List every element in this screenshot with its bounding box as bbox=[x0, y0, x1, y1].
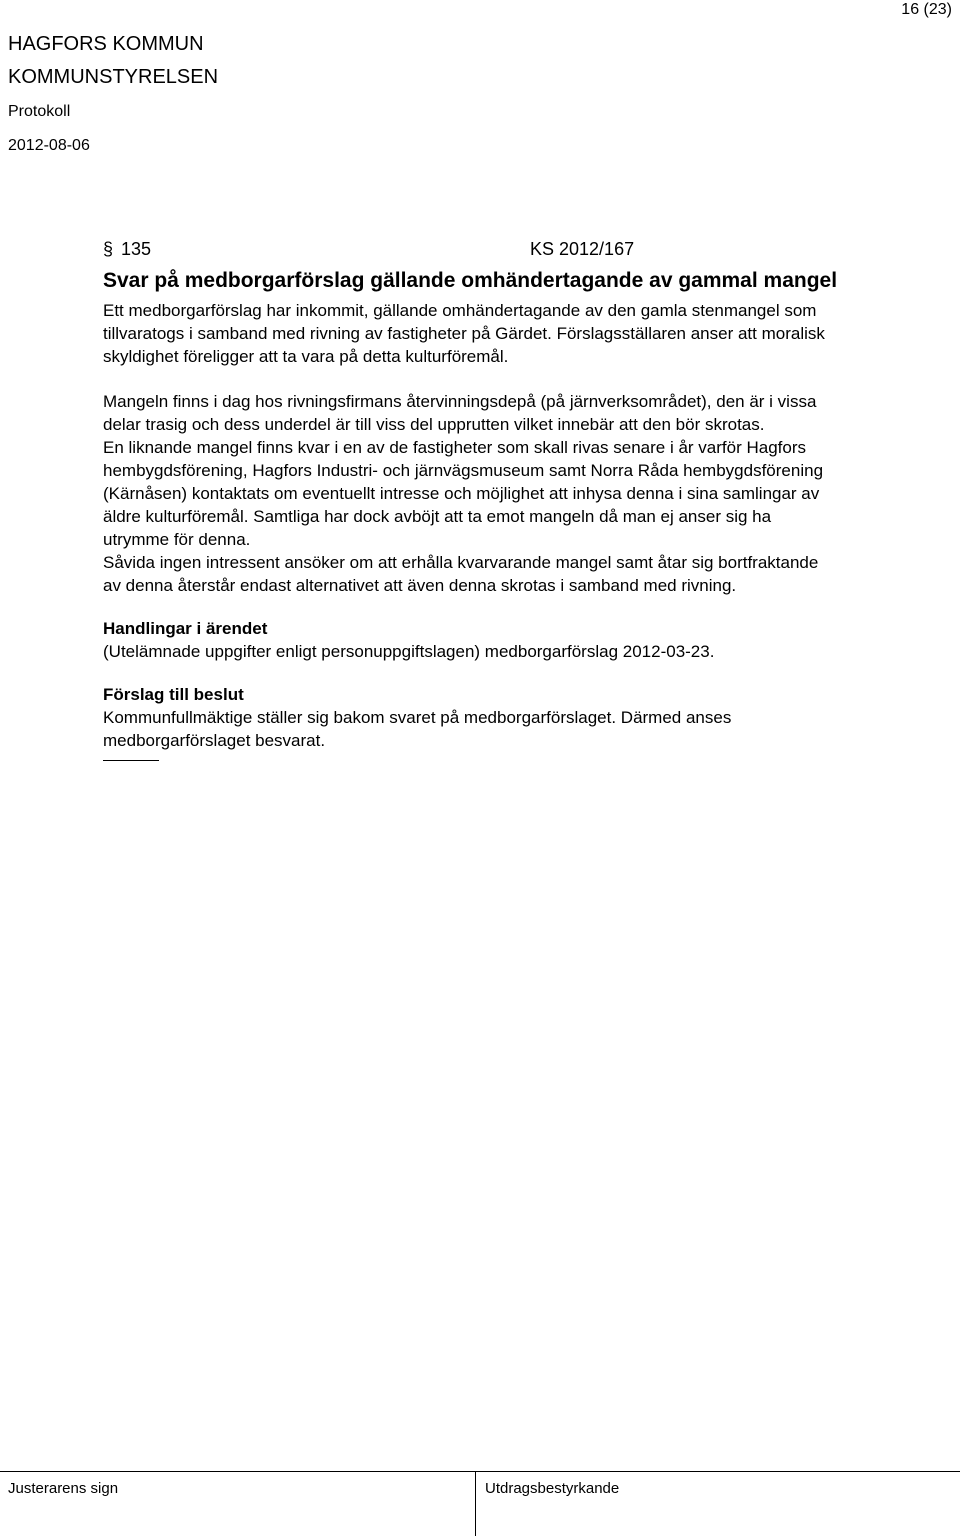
signature-footer bbox=[0, 1471, 960, 1536]
details-line: äldre kulturföremål. Samtliga har dock avböjt att ta emot mangeln då man ej anser sig ha bbox=[103, 507, 772, 526]
case-reference: KS 2012/167 bbox=[530, 239, 635, 259]
page-number: 16 (23) bbox=[901, 1, 952, 18]
proposal-line: Kommunfullmäktige ställer sig bakom svaret på medborgarförslaget. Därmed anses bbox=[103, 708, 732, 727]
details-line: delar trasig och dess underdel är till viss del upprutten vilket innebär att den bör skrotas. bbox=[103, 415, 765, 434]
details-line: En liknande mangel finns kvar i en av de fastigheter som skall rivas senare i år varför Hagfors bbox=[103, 438, 806, 457]
organization-name: HAGFORS KOMMUN bbox=[8, 33, 204, 55]
document-header bbox=[8, 33, 218, 156]
details-line: av denna återstår endast alternativet att även denna skrotas i samband med rivning. bbox=[103, 576, 737, 595]
details-line: hembygdsförening, Hagfors Industri- och järnvägsmuseum samt Norra Råda hembygdsförening bbox=[103, 461, 824, 480]
proposal-heading: Förslag till beslut bbox=[103, 685, 244, 704]
footer-cell-signature bbox=[0, 1472, 476, 1536]
document-type: Protokoll bbox=[8, 103, 71, 120]
document-body bbox=[103, 237, 943, 761]
spacer bbox=[103, 368, 943, 390]
board-name: KOMMUNSTYRELSEN bbox=[8, 66, 219, 88]
documents-heading: Handlingar i ärendet bbox=[103, 619, 268, 638]
document-date: 2012-08-06 bbox=[8, 137, 90, 154]
details-line: Såvida ingen intressent ansöker om att erhålla kvarvarande mangel samt åtar sig bortfraktande bbox=[103, 553, 819, 572]
details-line: Mangeln finns i dag hos rivningsfirmans återvinningsdepå (på järnverksområdet), den är i vissa bbox=[103, 392, 817, 411]
paragraph-sign: § bbox=[103, 239, 114, 259]
intro-line: tillvaratogs i samband med rivning av fastigheter på Gärdet. Förslagsställaren anser att moralisk bbox=[103, 324, 825, 343]
details-line: (Kärnåsen) kontaktats om eventuellt intresse och möjlighet att inhysa denna i sina samlingar av bbox=[103, 484, 820, 503]
spacer bbox=[103, 597, 943, 617]
intro-line: skyldighet föreligger att ta vara på detta kulturföremål. bbox=[103, 347, 509, 366]
documents-text: (Utelämnade uppgifter enligt personuppgiftslagen) medborgarförslag 2012-03-23. bbox=[103, 642, 715, 661]
section-number: 135 bbox=[121, 239, 152, 259]
intro-line: Ett medborgarförslag har inkommit, gällande omhändertagande av den gamla stenmangel som bbox=[103, 301, 817, 320]
proposal-line: medborgarförslaget besvarat. bbox=[103, 731, 326, 750]
end-rule bbox=[103, 760, 159, 761]
signature-label: Justerarens sign bbox=[8, 1480, 119, 1497]
certification-label: Utdragsbestyrkande bbox=[485, 1480, 620, 1497]
spacer bbox=[103, 663, 943, 683]
section-heading-row bbox=[103, 237, 943, 261]
section-title: Svar på medborgarförslag gällande omhändertagande av gammal mangel bbox=[103, 269, 838, 292]
footer-cell-certification bbox=[477, 1472, 960, 1536]
details-line: utrymme för denna. bbox=[103, 530, 251, 549]
